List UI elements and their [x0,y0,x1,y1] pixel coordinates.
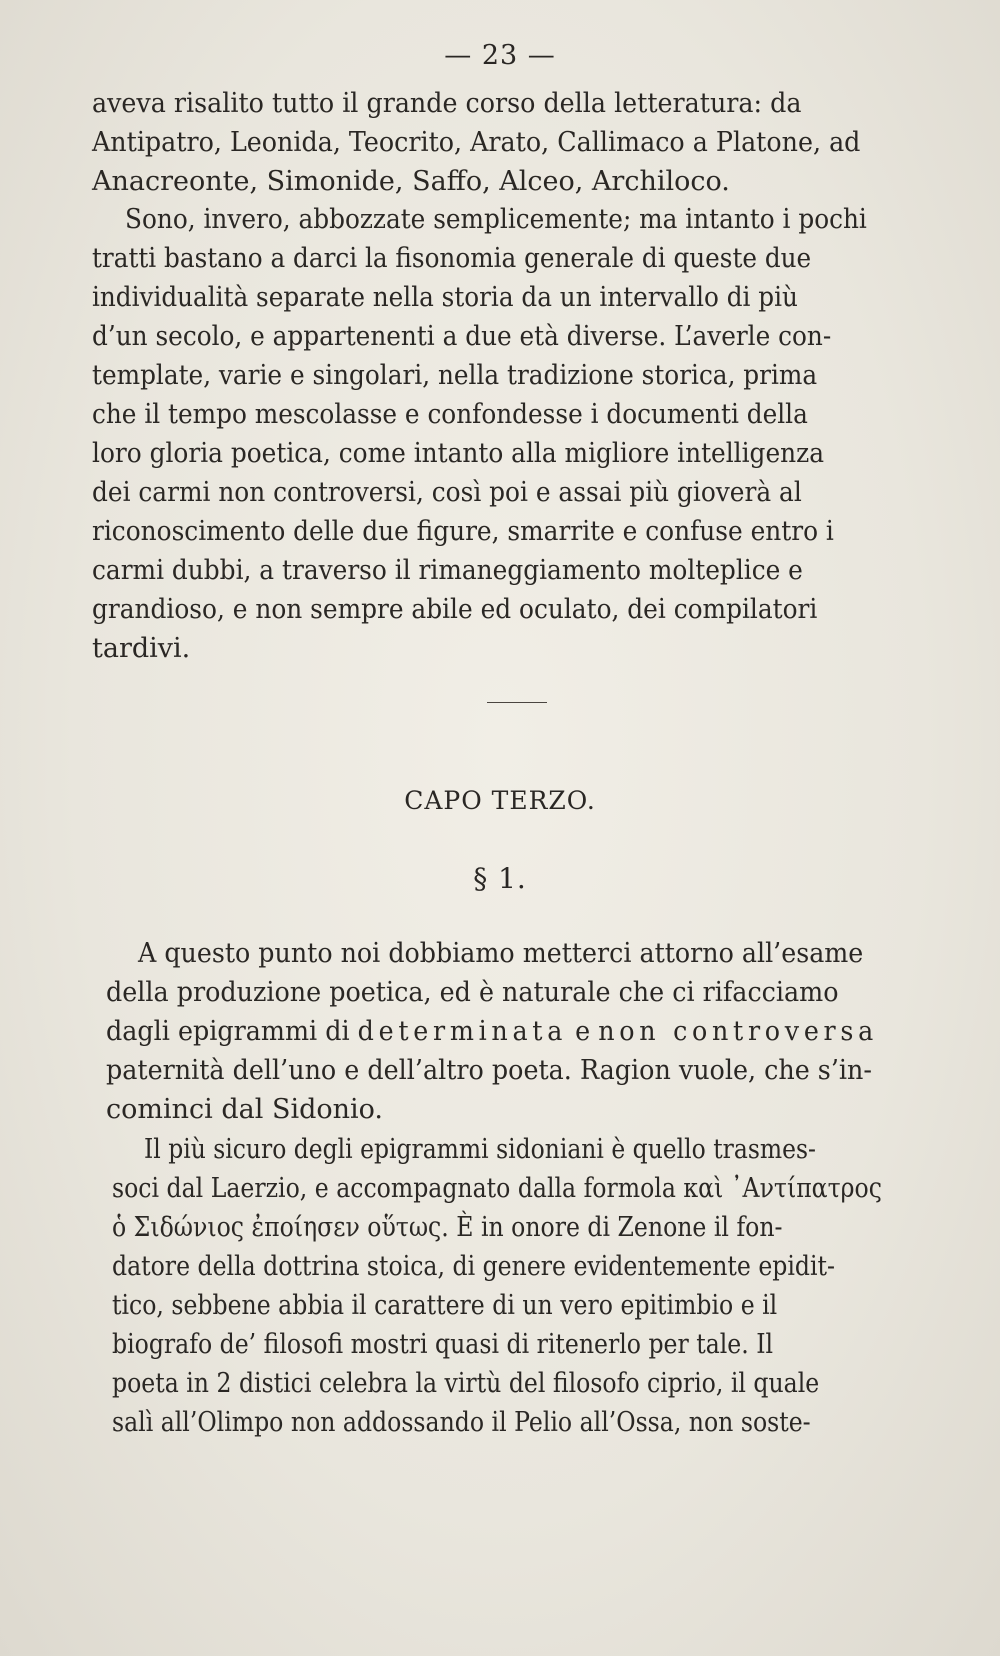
emphasized-text: determinata [357,1016,568,1047]
text-line: tratti bastano a darci la fisonomia generale di queste due [92,243,812,274]
text-line: template, varie e singolari, nella tradizione storica, prima [92,360,818,391]
text-line: Antipatro, Leonida, Teocrito, Arato, Callimaco a Platone, ad [92,127,861,158]
text-line: datore della dottrina stoica, di genere evidentemente epidit- [112,1251,835,1282]
text-line: biografo de’ filosofi mostri quasi di ritenerlo per tale. Il [112,1329,774,1360]
text-line: soci dal Laerzio, e accompagnato dalla formola καὶ ᾽Αντίπατρος [112,1173,882,1204]
section-divider [487,702,547,703]
text-line: che il tempo mescolasse e confondesse i documenti della [92,399,808,430]
text-run: e [567,1016,599,1047]
text-run: dagli epigrammi di [106,1016,358,1047]
paragraph-3 [106,934,927,1129]
text-line: Anacreonte, Simonide, Saffo, Alceo, Archiloco. [92,166,730,197]
text-line: tico, sebbene abbia il carattere di un vero epitimbio e il [112,1290,778,1321]
text-line: dei carmi non controversi, così poi e assai più gioverà al [92,477,802,508]
text-line: poeta in 2 distici celebra la virtù del filosofo ciprio, il quale [112,1368,820,1399]
text-line: tardivi. [92,633,191,664]
text-line: riconoscimento delle due figure, smarrite e confuse entro i [92,516,834,547]
text-line: paternità dell’uno e dell’altro poeta. Ragion vuole, che s’in- [106,1055,872,1086]
paragraph-2 [92,200,934,668]
text-line: loro gloria poetica, come intanto alla migliore intelligenza [92,438,825,469]
text-line: grandioso, e non sempre abile ed oculato, dei compilatori [92,594,818,625]
text-line: d’un secolo, e appartenenti a due età diverse. L’averle con- [92,321,832,352]
text-line: A questo punto noi dobbiamo metterci attorno all’esame [138,938,864,969]
page-number: — 23 — [444,40,556,71]
text-line: ὁ Σιδώνιος ἐποίησεν οὕτως. È in onore di Zenone il fon- [112,1212,783,1243]
text-line: individualità separate nella storia da un intervallo di più [92,282,798,313]
chapter-title: CAPO TERZO. [404,786,596,815]
paragraph-4 [112,1130,994,1442]
text-line: della produzione poetica, ed è naturale che ci rifacciamo [106,977,839,1008]
section-title: § 1. [473,862,527,895]
text-line: aveva risalito tutto il grande corso della letteratura: da [92,88,802,119]
paragraph-1 [92,84,910,201]
text-line [106,1012,878,1051]
text-line: Il più sicuro degli epigrammi sidoniani è quello trasmes- [144,1134,816,1165]
text-line: cominci dal Sidonio. [106,1094,384,1125]
text-line: Sono, invero, abbozzate semplicemente; ma intanto i pochi [125,204,867,235]
text-line: carmi dubbi, a traverso il rimaneggiamento molteplice e [92,555,803,586]
text-line: salì all’Olimpo non addossando il Pelio all’Ossa, non soste- [112,1407,811,1438]
emphasized-text: non controversa [598,1016,878,1047]
